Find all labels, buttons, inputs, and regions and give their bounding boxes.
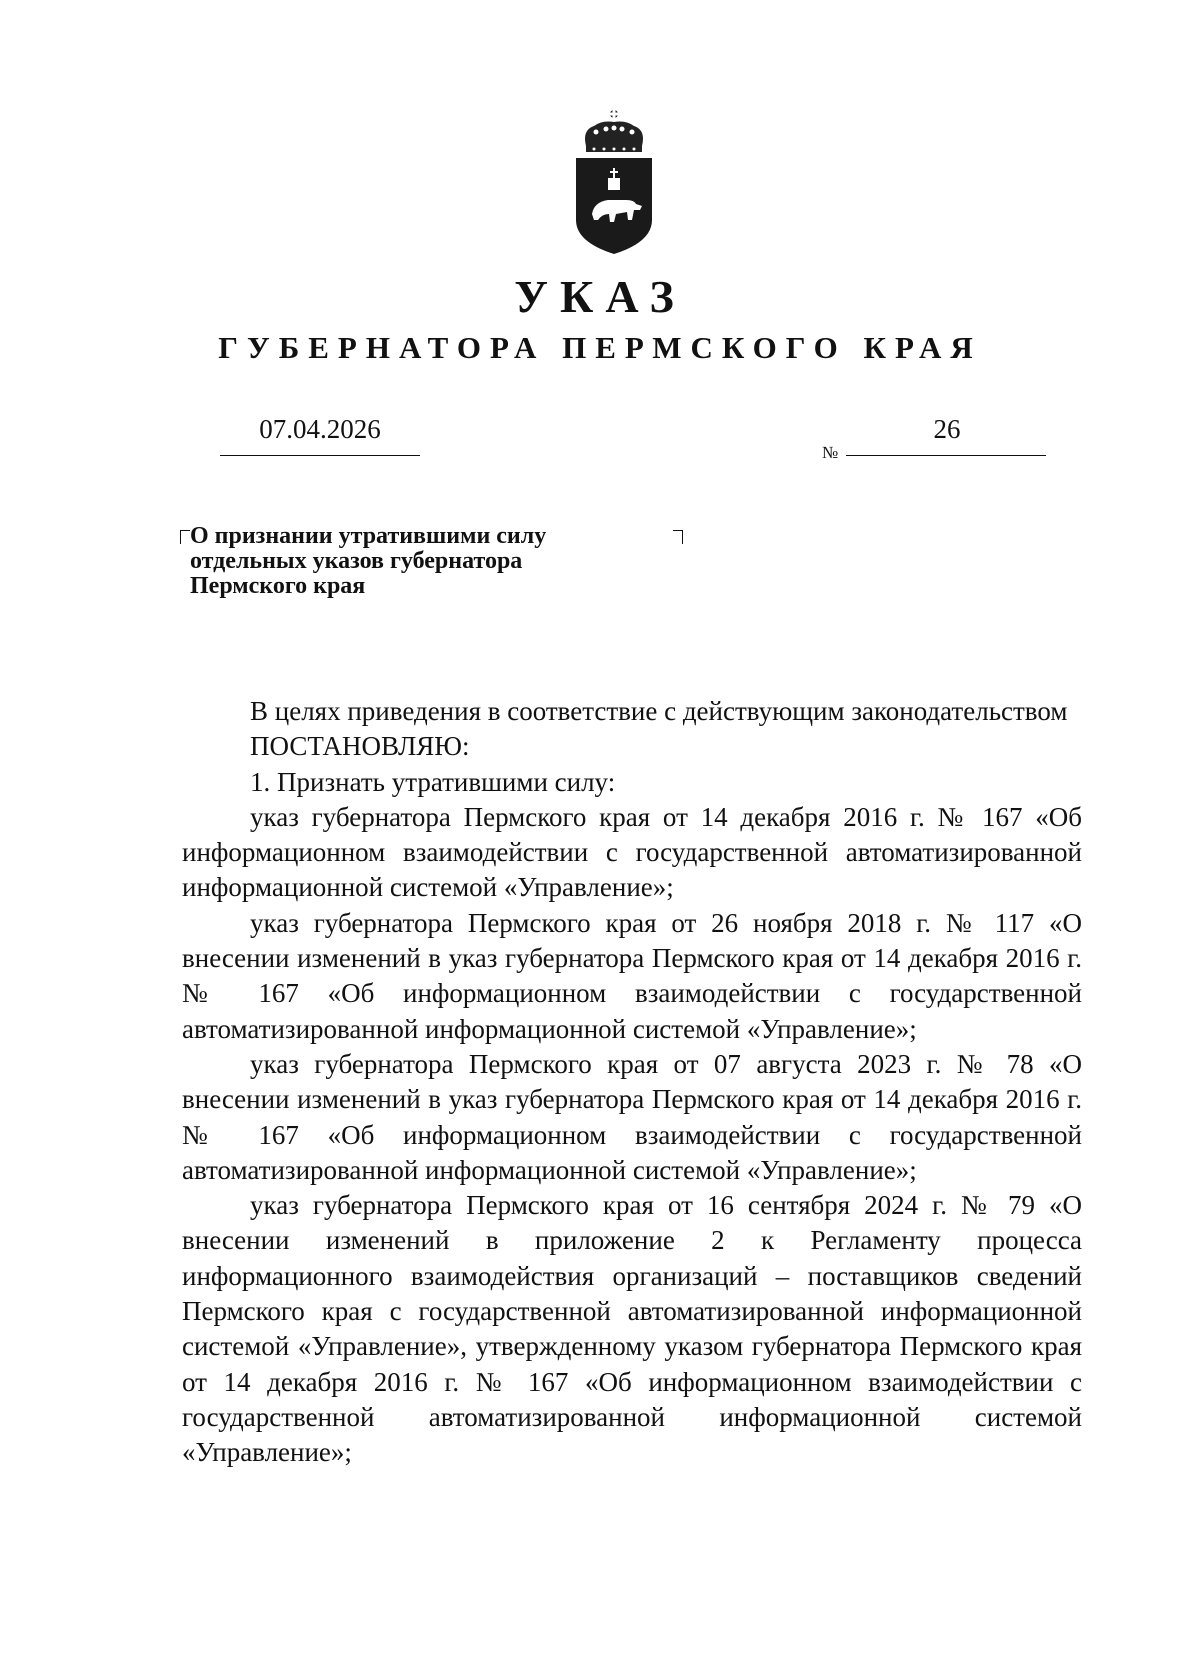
document-title: УКАЗ (514, 271, 686, 322)
subject-right-corner-mark (673, 530, 683, 544)
decree-word: ПОСТАНОВЛЯЮ: (250, 731, 470, 762)
number-underline (846, 455, 1046, 456)
date-underline (220, 455, 420, 456)
repealed-decree-item: указ губернатора Пермского края от 26 ноября 2018 г. № 117 «О внесении изменений в указ губернатора Пермского края от 14 декабря 2016 г. № 167 «Об информационном взаимодействии с государственной автоматизированной информационной системой «Управление»; (182, 907, 1082, 1044)
decree-body (182, 694, 1082, 1471)
decree-date: 07.04.2026 (259, 414, 381, 444)
subject-line: отдельных указов губернатора (190, 548, 523, 574)
item-1-heading: 1. Признать утратившими силу: (250, 766, 616, 797)
perm-krai-coat-of-arms-icon (572, 108, 656, 256)
subject-line: О признании утратившими силу (190, 523, 547, 549)
repealed-decree-item: указ губернатора Пермского края от 14 декабря 2016 г. № 167 «Об информационном взаимодействии с государственной автоматизированной информационной системой «Управление»; (182, 801, 1082, 903)
subject-line: Пермского края (190, 573, 366, 599)
repealed-decree-item: указ губернатора Пермского края от 07 августа 2023 г. № 78 «О внесении изменений в указ губернатора Пермского края от 14 декабря 2016 г. № 167 «Об информационном взаимодействии с государственной автоматизированной информационной системой «Управление»; (182, 1048, 1082, 1185)
decree-number: 26 (933, 414, 961, 444)
subject-left-corner-mark (180, 530, 190, 544)
repealed-decree-item: указ губернатора Пермского края от 16 сентября 2024 г. № 79 «О внесении изменений в приложение 2 к Регламенту процесса информационного взаимодействия организаций – поставщиков сведений Пермского края с государственной автоматизированной информационной системой «Управление», утвержденному указом губернатора Пермского края от 14 декабря 2016 г. № 167 «Об информационном взаимодействии с государственной автоматизированной информационной системой «Управление»; (182, 1190, 1082, 1468)
preamble-paragraph: В целях приведения в соответствие с действующим законодательством (250, 696, 1068, 726)
decree-subject (190, 524, 670, 599)
number-label: № (822, 443, 839, 462)
document-subtitle: ГУБЕРНАТОРА ПЕРМСКОГО КРАЯ (218, 330, 982, 365)
